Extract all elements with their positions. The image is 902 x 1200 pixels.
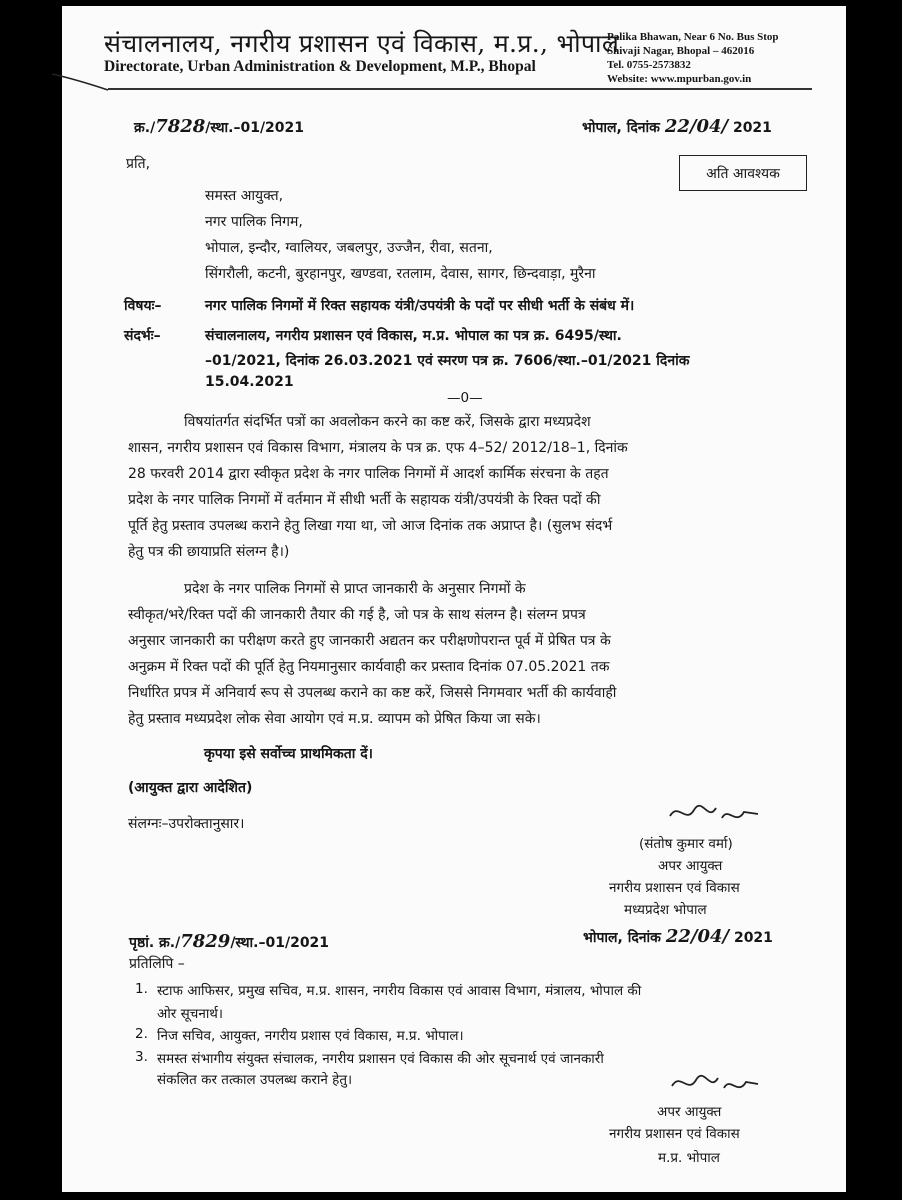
addressee-line-1: समस्त आयुक्त, <box>205 188 284 204</box>
priority-note: कृपया इसे सर्वोच्च प्राथमिकता दें। <box>204 746 373 762</box>
addressee-line-3: भोपाल, इन्दौर, ग्वालियर, जबलपुर, उज्जैन, रीवा, सतना, <box>205 240 493 256</box>
footer-location: म.प्र. भोपाल <box>658 1150 720 1166</box>
para2-line: हेतु प्रस्ताव मध्यप्रदेश लोक सेवा आयोग एवं म.प्र. व्यापम को प्रेषित किया जा सके। <box>128 711 541 727</box>
ordered-by: (आयुक्त द्वारा आदेशित) <box>128 780 253 796</box>
letterhead-divider <box>108 88 812 90</box>
prati-label: प्रति, <box>126 156 151 172</box>
signatory-location: मध्यप्रदेश भोपाल <box>624 902 707 918</box>
signature-mark <box>666 796 766 832</box>
subject-label: विषयः– <box>124 298 162 314</box>
footer-signature-mark <box>666 1068 766 1102</box>
reference-line-1: संचालनालय, नगरीय प्रशासन एवं विकास, म.प्र. भोपाल का पत्र क्र. 6495/स्था. <box>205 328 622 344</box>
reference-number: क्र./7828/स्था.–01/2021 <box>134 116 305 137</box>
endorsement-number: पृष्ठां. क्र./7829/स्था.–01/2021 <box>129 931 330 952</box>
addressee-line-2: नगर पालिक निगम, <box>205 214 303 230</box>
handwritten-ref-number: 7828 <box>155 116 206 137</box>
para2-line: प्रदेश के नगर पालिक निगमों से प्राप्त जानकारी के अनुसार निगमों के <box>184 581 526 597</box>
handwritten-endorsement-date: 22/04/ <box>665 926 730 947</box>
para1-line: विषयांतर्गत संदर्भित पत्रों का अवलोकन करने का कष्ट करें, जिसके द्वारा मध्यप्रदेश <box>184 414 591 430</box>
section-separator: —0— <box>447 390 483 406</box>
reference-line-3: 15.04.2021 <box>205 374 294 390</box>
urgent-badge: अति आवश्यक <box>679 155 807 191</box>
reference-label: संदर्भः– <box>124 328 161 344</box>
handwritten-date: 22/04/ <box>664 116 729 137</box>
handwritten-endorsement-number: 7829 <box>180 931 231 952</box>
addressee-line-4: सिंगरौली, कटनी, बुरहानपुर, खण्डवा, रतलाम, देवास, सागर, छिन्दवाड़ा, मुरैना <box>205 266 596 282</box>
copy-item-number: 3. <box>135 1049 148 1065</box>
signatory-department: नगरीय प्रशासन एवं विकास <box>609 880 740 896</box>
copy-item-text: स्टाफ आफिसर, प्रमुख सचिव, म.प्र. शासन, नगरीय विकास एवं आवास विभाग, मंत्रालय, भोपाल की <box>157 983 642 999</box>
letterhead-title-english: Directorate, Urban Administration & Development, M.P., Bhopal <box>104 58 536 75</box>
address-line-4: Website: www.mpurban.gov.in <box>607 73 752 85</box>
letterhead-title-hindi: संचालनालय, नगरीय प्रशासन एवं विकास, म.प्र., भोपाल <box>104 29 620 58</box>
copy-item-text: समस्त संभागीय संयुक्त संचालक, नगरीय प्रशासन एवं विकास की ओर सूचनार्थ एवं जानकारी <box>157 1051 604 1067</box>
footer-department: नगरीय प्रशासन एवं विकास <box>609 1126 740 1142</box>
pen-stroke-mark <box>50 66 110 92</box>
subject-text: नगर पालिक निगमों में रिक्त सहायक यंत्री/उपयंत्री के पदों पर सीधी भर्ती के संबंध में। <box>205 298 635 314</box>
footer-designation: अपर आयुक्त <box>657 1104 722 1120</box>
para1-line: हेतु पत्र की छायाप्रति संलग्न है।) <box>128 544 290 560</box>
para1-line: प्रदेश के नगर पालिक निगमों में वर्तमान में सीधी भर्ती के सहायक यंत्री/उपयंत्री के रिक्त पदों की <box>128 492 601 508</box>
letter-page <box>62 6 846 1192</box>
copy-to-label: प्रतिलिपि – <box>129 956 185 972</box>
para2-line: अनुसार जानकारी का परीक्षण करते हुए जानकारी अद्यतन कर परीक्षणोपरान्त पूर्व में प्रेषित पत्र के <box>128 633 611 649</box>
para1-line: 28 फरवरी 2014 द्वारा स्वीकृत प्रदेश के नगर पालिक निगमों में आदर्श कार्मिक संरचना के तहत <box>128 466 609 482</box>
copy-item-number: 2. <box>135 1026 148 1042</box>
copy-item-text: ओर सूचनार्थ। <box>157 1006 224 1022</box>
signatory-designation: अपर आयुक्त <box>658 858 723 874</box>
address-line-2: Shivaji Nagar, Bhopal – 462016 <box>607 45 755 57</box>
para2-line: निर्धारित प्रपत्र में अनिवार्य रूप से उपलब्ध कराने का कष्ट करें, जिससे निगमवार भर्ती की कार्यवाही <box>128 685 617 701</box>
enclosure-note: संलग्नः–उपरोक्तानुसार। <box>128 816 245 832</box>
reference-date: भोपाल, दिनांक 22/04/ 2021 <box>582 116 772 137</box>
address-line-3: Tel. 0755-2573832 <box>607 59 691 71</box>
address-line-1: Palika Bhawan, Near 6 No. Bus Stop <box>607 31 779 43</box>
copy-item-text: संकलित कर तत्काल उपलब्ध कराने हेतु। <box>157 1072 353 1088</box>
endorsement-date: भोपाल, दिनांक 22/04/ 2021 <box>583 926 773 947</box>
copy-item-number: 1. <box>135 981 148 997</box>
reference-line-2: –01/2021, दिनांक 26.03.2021 एवं स्मरण पत्र क्र. 7606/स्था.–01/2021 दिनांक <box>205 353 690 369</box>
para1-line: पूर्ति हेतु प्रस्ताव उपलब्ध कराने हेतु लिखा गया था, जो आज दिनांक तक अप्राप्त है। (सुलभ संदर्भ <box>128 518 613 534</box>
para1-line: शासन, नगरीय प्रशासन एवं विकास विभाग, मंत्रालय के पत्र क्र. एफ 4–52/ 2012/18–1, दिनांक <box>128 440 628 456</box>
copy-item-text: निज सचिव, आयुक्त, नगरीय प्रशास एवं विकास, म.प्र. भोपाल। <box>157 1028 464 1044</box>
signatory-name: (संतोष कुमार वर्मा) <box>639 836 733 852</box>
para2-line: अनुक्रम में रिक्त पदों की पूर्ति हेतु नियमानुसार कार्यवाही कर प्रस्ताव दिनांक 07.05.2021 तक <box>128 659 610 675</box>
para2-line: स्वीकृत/भरे/रिक्त पदों की जानकारी तैयार की गई है, जो पत्र के साथ संलग्न है। संलग्न प्रपत्र <box>128 607 586 623</box>
